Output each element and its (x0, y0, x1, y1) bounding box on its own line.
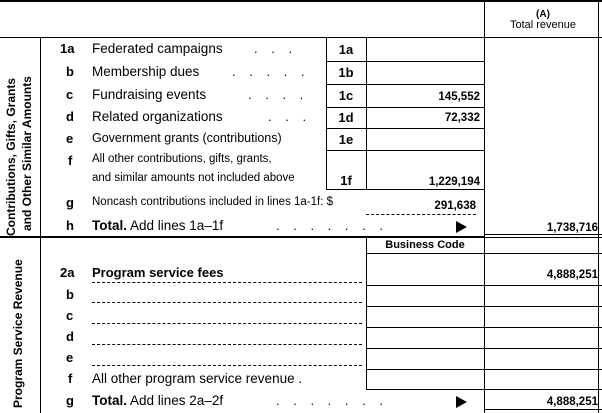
line-1g-label: Noncash contributions included in lines 1a-1f: $ (92, 196, 334, 208)
line-1g-amount[interactable]: 291,638 (434, 200, 476, 212)
contributions-section-title-line1: Contributions, Gifts, Grants (4, 78, 18, 236)
line-2b-number: b (66, 287, 74, 302)
line-2g-label-bold: Total. (92, 393, 127, 408)
line-1e-label: Government grants (contributions) (92, 131, 282, 145)
line-2a-number: 2a (60, 265, 75, 280)
section-divider (0, 236, 484, 238)
line-2g-label-text: Add lines 2a–2f (130, 393, 224, 408)
line-1g-underline (366, 214, 476, 215)
contrib-row-rule-4 (326, 128, 484, 129)
line-2d-underline (92, 344, 362, 345)
column-a-right-rule (598, 0, 599, 413)
ps-row-rule-3 (366, 327, 602, 328)
line-2c-underline (92, 323, 362, 324)
line-1c-label: Fundraising events (92, 87, 207, 102)
business-code-header-rule (366, 253, 602, 254)
contrib-row-rule-5 (326, 150, 484, 151)
line-1c-amount[interactable]: 145,552 (438, 91, 480, 103)
line-1b-label: Membership dues (92, 64, 200, 79)
line-1c-number: c (66, 87, 74, 102)
line-1a-ref: 1a (338, 42, 354, 57)
line-1b-leader: . . . . . (232, 64, 310, 79)
line-2b-underline (92, 302, 362, 303)
total-2g-box-bottom (484, 409, 602, 410)
line-2a-underline (92, 282, 362, 283)
line-1h-label-text: Add lines 1a–1f (130, 218, 224, 233)
line-1f-amount[interactable]: 1,229,194 (428, 176, 480, 188)
ref-column-mid-rule (366, 37, 367, 189)
column-a-title: Total revenue (509, 19, 577, 31)
line-1h-label (92, 218, 223, 233)
line-1e-number: e (66, 131, 74, 146)
line-2a-amount[interactable]: 4,888,251 (546, 269, 598, 281)
top-border (0, 0, 602, 2)
line-2d-number: d (66, 329, 74, 344)
header-bottom-rule (0, 37, 602, 38)
column-a-letter: (A) (536, 9, 550, 20)
right-triangle-arrow-icon (456, 396, 467, 408)
line-1c-leader: . . . . (248, 87, 309, 102)
line-2e-underline (92, 365, 362, 366)
line-1a-label: Federated campaigns (92, 41, 223, 56)
business-code-header: Business Code (385, 239, 465, 251)
column-a-left-rule (484, 0, 485, 413)
line-1h-number: h (66, 218, 74, 233)
ps-row-rule-4 (366, 348, 602, 349)
sidebar-right-rule (40, 37, 41, 413)
line-1h-total[interactable]: 1,738,716 (546, 222, 598, 234)
contrib-row-rule-6 (326, 189, 484, 190)
ps-row-rule-1 (366, 285, 602, 286)
line-1f-ref: 1f (340, 173, 352, 188)
line-2f-label: All other program service revenue . (92, 371, 303, 386)
line-1d-leader: . . . (268, 109, 312, 124)
line-2e-number: e (66, 350, 74, 365)
line-2f-number: f (68, 371, 73, 386)
line-1b-number: b (66, 64, 74, 79)
total-1h-box-bottom (484, 234, 602, 235)
right-triangle-arrow-icon (456, 221, 467, 233)
contributions-section-title-line2: and Other Similar Amounts (20, 76, 34, 231)
business-code-left-rule (366, 237, 367, 389)
line-2g-total[interactable]: 4,888,251 (546, 396, 598, 408)
line-2a-label: Program service fees (92, 265, 224, 280)
line-1d-amount[interactable]: 72,332 (444, 112, 480, 124)
line-1a-number: 1a (60, 41, 75, 56)
line-1a-leader: . . . (254, 41, 298, 56)
line-2g-number: g (66, 393, 74, 408)
line-2c-number: c (66, 308, 74, 323)
ps-row-rule-2 (366, 306, 602, 307)
ps-row-rule-5 (366, 369, 602, 370)
line-1g-number: g (66, 195, 74, 210)
line-1c-ref: 1c (338, 88, 354, 103)
line-1b-ref: 1b (338, 65, 354, 80)
section-divider-right (484, 237, 602, 238)
line-1d-number: d (66, 109, 74, 124)
line-1d-label: Related organizations (92, 109, 223, 124)
line-1h-leader: . . . . . . . (276, 218, 388, 233)
line-1f-label-line2: and similar amounts not included above (92, 172, 295, 184)
line-2g-label (92, 393, 223, 408)
line-1e-ref: 1e (338, 132, 354, 147)
contrib-row-rule-2 (326, 84, 484, 85)
line-1d-ref: 1d (338, 110, 354, 125)
line-1f-number: f (68, 153, 73, 168)
contrib-row-rule-3 (326, 107, 484, 108)
contrib-row-rule-1 (326, 61, 484, 62)
line-1h-label-bold: Total. (92, 218, 127, 233)
line-1f-label-line1: All other contributions, gifts, grants, (92, 153, 272, 165)
line-2g-leader: . . . . . . . (276, 393, 388, 408)
ps-row-rule-6 (366, 389, 602, 390)
program-service-section-title: Program Service Revenue (11, 259, 25, 408)
